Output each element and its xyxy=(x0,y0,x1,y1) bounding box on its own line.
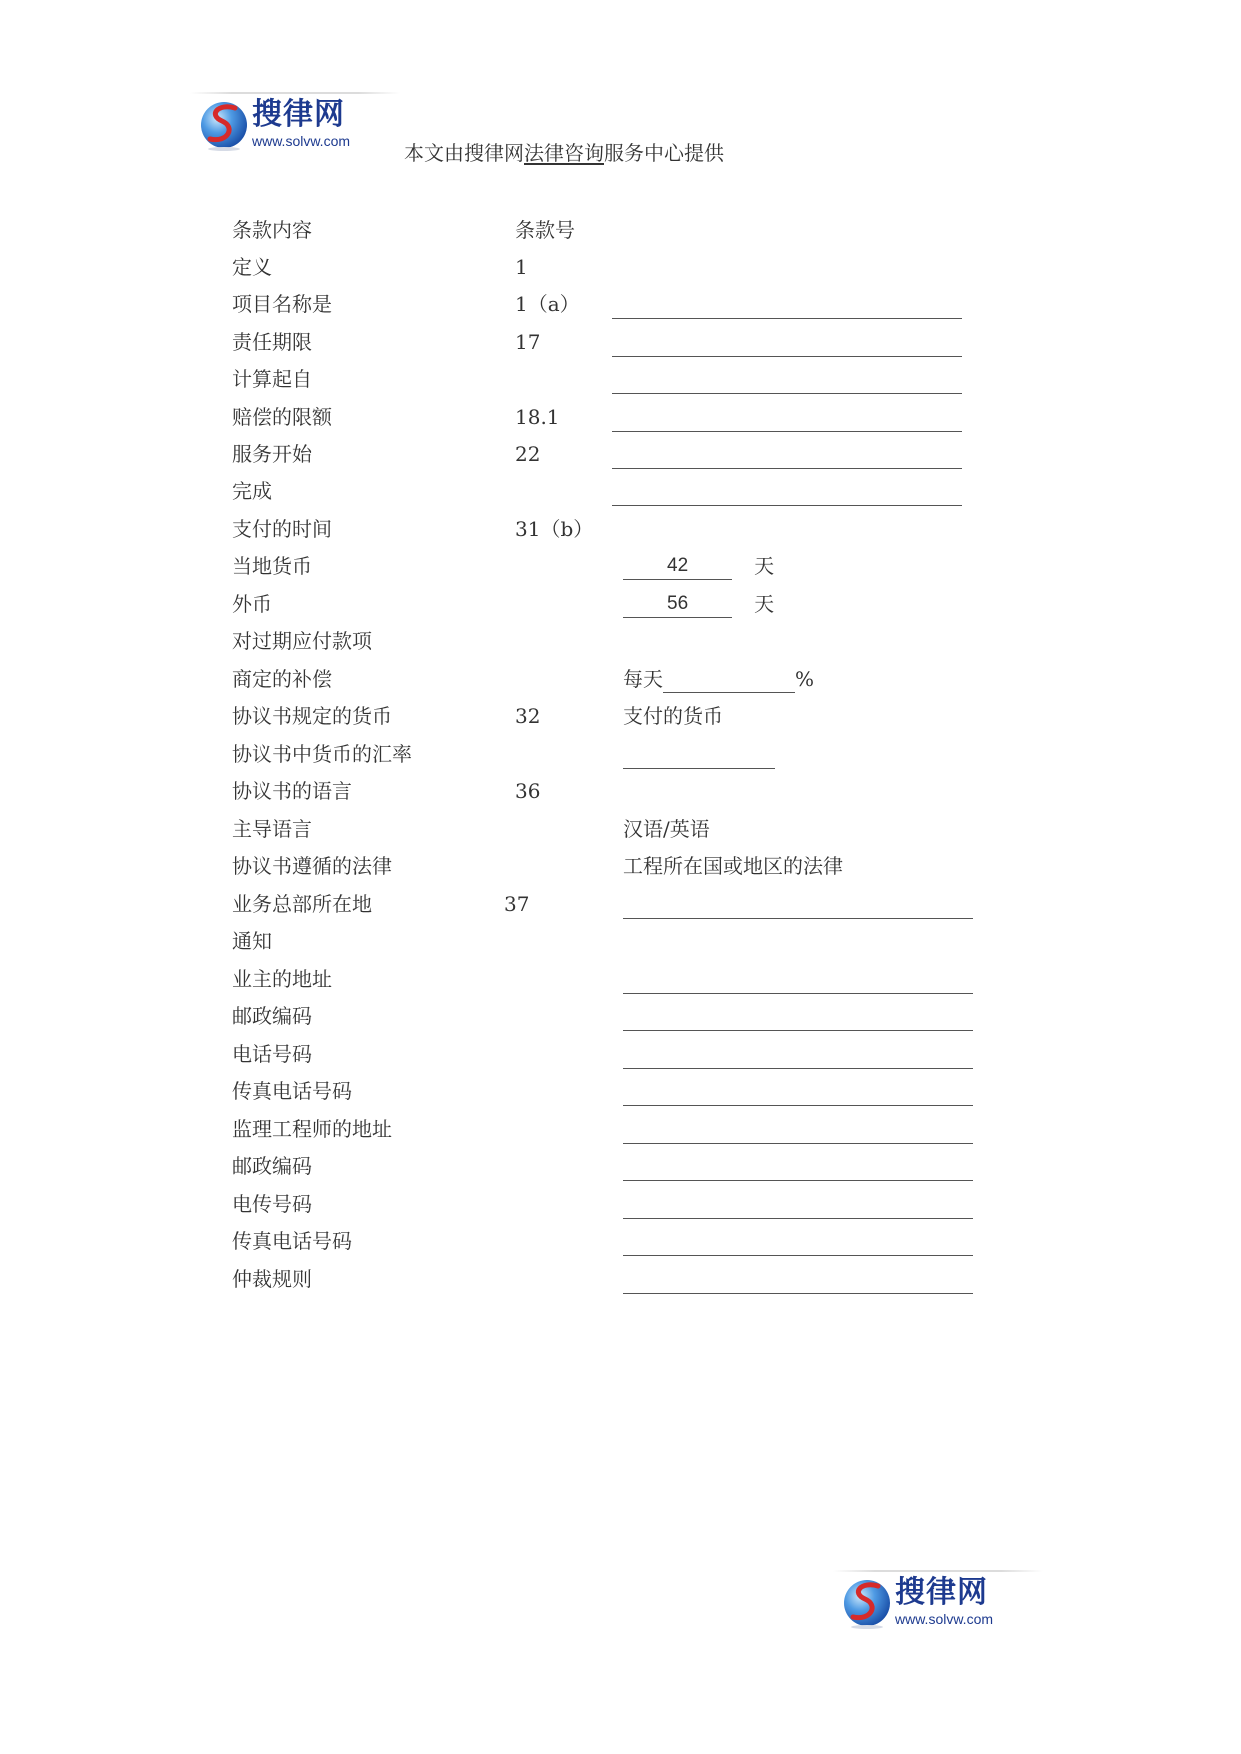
row-label: 通知 xyxy=(232,929,272,953)
per-day-rate[interactable] xyxy=(623,664,814,694)
row-label: 定义 xyxy=(232,255,272,279)
fill-in-blank[interactable] xyxy=(623,918,973,919)
table-row xyxy=(0,1114,1241,1148)
table-row xyxy=(0,1151,1241,1185)
header-suffix: 服务中心提供 xyxy=(604,141,724,165)
head-label: 条款内容 xyxy=(232,218,312,242)
table-row xyxy=(0,589,1241,623)
row-label: 邮政编码 xyxy=(232,1004,312,1028)
row-num: 18.1 xyxy=(515,405,560,429)
legal-consult-link[interactable]: 法律咨询 xyxy=(524,141,604,165)
table-row xyxy=(0,289,1241,323)
fill-in-blank[interactable] xyxy=(623,1030,973,1031)
header-prefix: 本文由搜律网 xyxy=(404,141,524,165)
table-row xyxy=(0,439,1241,473)
logo-rule xyxy=(833,1570,1043,1572)
top-logo xyxy=(190,92,400,158)
local-currency-days[interactable] xyxy=(623,551,774,581)
fill-in-blank[interactable] xyxy=(612,431,962,432)
fill-in-blank[interactable] xyxy=(612,318,962,319)
head-num: 条款号 xyxy=(515,218,575,242)
row-label: 监理工程师的地址 xyxy=(232,1117,392,1141)
row-label: 责任期限 xyxy=(232,330,312,354)
fill-in-blank[interactable] xyxy=(612,393,962,394)
table-row xyxy=(0,476,1241,510)
table-row xyxy=(0,664,1241,698)
table-row xyxy=(0,814,1241,848)
table-row xyxy=(0,551,1241,585)
table-row xyxy=(0,739,1241,773)
table-row xyxy=(0,701,1241,735)
table-row xyxy=(0,626,1241,660)
globe-icon xyxy=(841,1577,893,1629)
row-label: 邮政编码 xyxy=(232,1154,312,1178)
row-label: 电传号码 xyxy=(232,1192,312,1216)
row-value-text: 支付的货币 xyxy=(623,704,723,728)
row-num: 32 xyxy=(515,704,541,728)
days-value: 56 xyxy=(667,589,688,618)
row-num: 1 xyxy=(515,255,528,279)
row-label: 商定的补偿 xyxy=(232,667,332,691)
row-num: 1（a） xyxy=(515,292,580,316)
table-row xyxy=(0,1189,1241,1223)
row-num: 36 xyxy=(515,779,541,803)
fill-in-blank[interactable] xyxy=(623,1105,973,1106)
fill-in-blank[interactable] xyxy=(612,505,962,506)
row-label: 当地货币 xyxy=(232,554,312,578)
row-value-text: 汉语/英语 xyxy=(623,817,710,841)
row-label: 传真电话号码 xyxy=(232,1229,352,1253)
row-num: 37 xyxy=(504,892,530,916)
row-value-text: 工程所在国或地区的法律 xyxy=(623,854,843,878)
row-label: 外币 xyxy=(232,592,272,616)
foreign-currency-days[interactable] xyxy=(623,589,774,619)
table-row xyxy=(0,364,1241,398)
table-row xyxy=(0,327,1241,361)
table-row xyxy=(0,776,1241,810)
table-row xyxy=(0,1001,1241,1035)
row-label: 主导语言 xyxy=(232,817,312,841)
days-unit: 天 xyxy=(754,592,775,616)
row-label: 业务总部所在地 xyxy=(232,892,372,916)
days-unit: 天 xyxy=(754,554,775,578)
row-label: 业主的地址 xyxy=(232,967,332,991)
table-row xyxy=(0,402,1241,436)
row-label: 服务开始 xyxy=(232,442,312,466)
fill-in-blank[interactable] xyxy=(623,1255,973,1256)
header-line xyxy=(404,140,724,166)
fill-in-blank[interactable] xyxy=(623,1143,973,1144)
fill-in-blank[interactable] xyxy=(623,1180,973,1181)
table-row xyxy=(0,1039,1241,1073)
row-label: 对过期应付款项 xyxy=(232,629,372,653)
row-label: 传真电话号码 xyxy=(232,1079,352,1103)
table-head-row xyxy=(0,215,1241,249)
table-row xyxy=(0,889,1241,923)
row-label: 支付的时间 xyxy=(232,517,332,541)
table-row xyxy=(0,1264,1241,1298)
logo-brand: 搜律网 xyxy=(895,1575,988,1610)
table-row xyxy=(0,926,1241,960)
logo-url: www.solvw.com xyxy=(895,1611,994,1627)
logo-rule xyxy=(190,92,400,94)
bottom-logo xyxy=(833,1570,1043,1636)
row-num: 31（b） xyxy=(515,517,594,541)
table-row xyxy=(0,1226,1241,1260)
row-label: 协议书遵循的法律 xyxy=(232,854,392,878)
percent-sign: % xyxy=(795,667,815,691)
row-label: 电话号码 xyxy=(232,1042,312,1066)
fill-in-blank[interactable] xyxy=(623,768,775,769)
row-label: 计算起自 xyxy=(232,367,312,391)
table-row xyxy=(0,851,1241,885)
globe-icon xyxy=(198,99,250,151)
row-label: 协议书规定的货币 xyxy=(232,704,392,728)
logo-brand: 搜律网 xyxy=(252,97,345,132)
table-row xyxy=(0,252,1241,286)
per-day-prefix: 每天 xyxy=(623,667,663,691)
row-label: 协议书的语言 xyxy=(232,779,352,803)
fill-in-blank[interactable] xyxy=(623,993,973,994)
days-value: 42 xyxy=(667,551,688,580)
row-label: 协议书中货币的汇率 xyxy=(232,742,412,766)
fill-in-blank[interactable] xyxy=(623,1068,973,1069)
fill-in-blank[interactable] xyxy=(623,1218,973,1219)
row-label: 仲裁规则 xyxy=(232,1267,312,1291)
fill-in-blank[interactable] xyxy=(612,468,962,469)
fill-in-blank[interactable] xyxy=(623,1293,973,1294)
fill-in-blank[interactable] xyxy=(612,356,962,357)
row-label: 赔偿的限额 xyxy=(232,405,332,429)
row-label: 项目名称是 xyxy=(232,292,332,316)
logo-url: www.solvw.com xyxy=(252,133,351,149)
row-num: 17 xyxy=(515,330,541,354)
table-row xyxy=(0,964,1241,998)
row-label: 完成 xyxy=(232,479,272,503)
table-row xyxy=(0,1076,1241,1110)
table-row xyxy=(0,514,1241,548)
row-num: 22 xyxy=(515,442,541,466)
